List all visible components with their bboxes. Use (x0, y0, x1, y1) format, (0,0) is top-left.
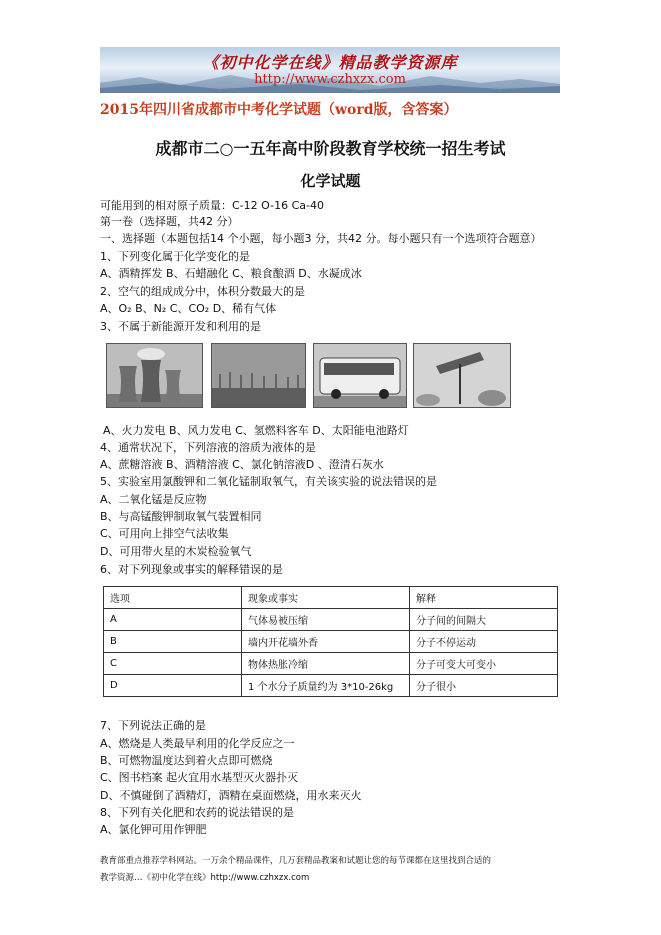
table-cell: 分子间的间隔大 (410, 609, 558, 631)
wind-power-photo (211, 343, 306, 408)
question-8-option-a: A、氯化钾可用作钾肥 (100, 823, 207, 836)
table-cell: 分子可变大可变小 (410, 653, 558, 675)
document-title: 2015年四川省成都市中考化学试题（word版，含答案） (100, 102, 458, 118)
question-2-options: A、O₂ B、N₂ C、CO₂ D、稀有气体 (100, 302, 277, 315)
table-cell: 1 个水分子质量约为 3*10-26kg (242, 675, 410, 697)
power-plant-photo (106, 343, 203, 408)
section-heading: 一、选择题（本题包括14 个小题，每小题3 分，共42 分。每小题只有一个选项符合题意） (100, 232, 542, 245)
table-cell: C (104, 653, 242, 675)
table-cell: 物体热胀冷缩 (242, 653, 410, 675)
part-heading: 第一卷（选择题，共42 分） (100, 215, 239, 228)
table-cell: 分子不停运动 (410, 631, 558, 653)
table-cell: B (104, 631, 242, 653)
question-5-option-d: D、可用带火星的木炭检验氧气 (100, 545, 252, 558)
question-2: 2、空气的组成成分中，体积分数最大的是 (100, 285, 305, 298)
table-row (104, 609, 558, 631)
table-row (104, 653, 558, 675)
header-banner (100, 47, 560, 93)
solar-streetlight-photo (413, 343, 511, 408)
banner-url[interactable]: http://www.czhxzx.com (254, 72, 406, 87)
question-1: 1、下列变化属于化学变化的是 (100, 250, 250, 263)
footer-line-1: 教育部重点推荐学科网站。一万余个精品课件，几万套精品教案和试题让您的每节课都在这里找到合适的 (100, 856, 492, 866)
question-7: 7、下列说法正确的是 (100, 719, 206, 732)
table-row (104, 675, 558, 697)
table-cell: D (104, 675, 242, 697)
question-7-option-c: C、图书档案 起火宜用水基型灭火器扑灭 (100, 771, 299, 784)
explanation-table (103, 586, 558, 697)
question-5-option-a: A、二氧化锰是反应物 (100, 493, 207, 506)
exam-subject: 化学试题 (300, 172, 361, 190)
atomic-mass-line: 可能用到的相对原子质量：C-12 O-16 Ca-40 (100, 199, 324, 212)
table-cell: 分子很小 (410, 675, 558, 697)
banner-title: 《初中化学在线》精品教学资源库 (202, 53, 458, 72)
question-7-option-b: B、可燃物温度达到着火点即可燃烧 (100, 754, 273, 767)
table-header-cell: 解释 (410, 587, 558, 609)
question-7-option-a: A、燃烧是人类最早利用的化学反应之一 (100, 737, 295, 750)
table-header-cell: 选项 (104, 587, 242, 609)
question-5-option-c: C、可用向上排空气法收集 (100, 527, 229, 540)
table-header-row (104, 587, 558, 609)
question-6: 6、对下列现象或事实的解释错误的是 (100, 563, 283, 576)
question-4: 4、通常状况下，下列溶液的溶质为液体的是 (100, 441, 316, 454)
table-header-cell: 现象或事实 (242, 587, 410, 609)
hydrogen-bus-photo (313, 343, 407, 408)
question-4-options: A、蔗糖溶液 B、酒精溶液 C、氯化钠溶液D 、澄清石灰水 (100, 458, 384, 471)
table-row (104, 631, 558, 653)
question-5: 5、实验室用氯酸钾和二氧化锰制取氧气，有关该实验的说法错误的是 (100, 475, 437, 488)
table-cell: A (104, 609, 242, 631)
question-7-option-d: D、不慎碰倒了酒精灯，酒精在桌面燃烧，用水来灭火 (100, 789, 362, 802)
question-1-options: A、酒精挥发 B、石蜡融化 C、粮食酿酒 D、水凝成冰 (100, 267, 362, 280)
table-cell: 墙内开花墙外香 (242, 631, 410, 653)
question-3: 3、不属于新能源开发和利用的是 (100, 320, 261, 333)
question-5-option-b: B、与高锰酸钾制取氧气装置相同 (100, 510, 262, 523)
table-cell: 气体易被压缩 (242, 609, 410, 631)
footer-line-2[interactable]: 教学资源…《初中化学在线》http://www.czhxzx.com (100, 873, 310, 883)
question-3-options: A、火力发电 B、风力发电 C、氢燃料客车 D、太阳能电池路灯 (103, 424, 409, 437)
question-8: 8、下列有关化肥和农药的说法错误的是 (100, 806, 294, 819)
exam-heading: 成都市二○一五年高中阶段教育学校统一招生考试 (155, 139, 506, 158)
